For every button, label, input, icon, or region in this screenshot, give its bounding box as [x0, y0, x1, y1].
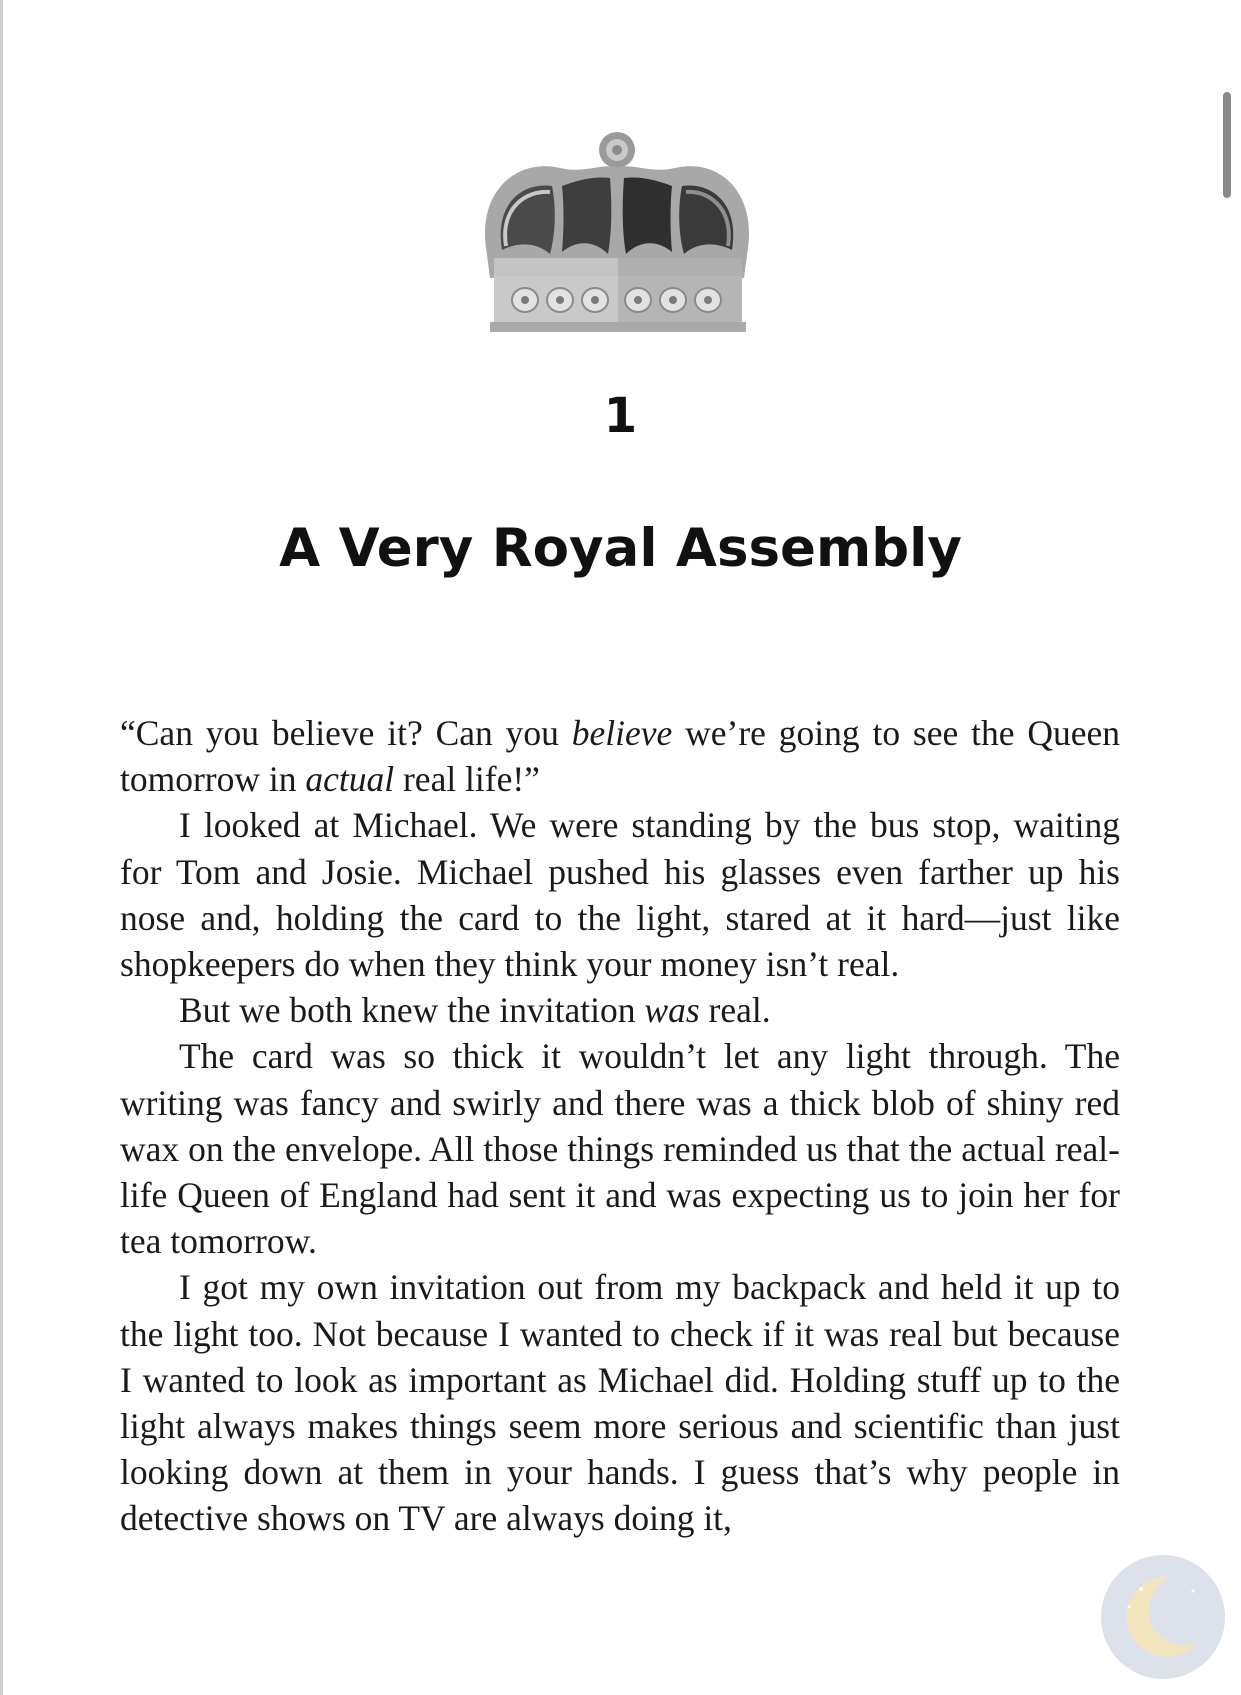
paragraph: [120, 987, 1120, 1033]
chapter-title: A Very Royal Assembly: [279, 518, 962, 579]
paragraph: [120, 710, 1120, 802]
crown-icon: [480, 128, 760, 334]
paragraph-text: I got my own invitation out from my backpack and held it up to the light too. Not because I wanted to check if it was real but because I wanted to look as important as Michael did. Holding stuff up to the light always makes things seem more serious and scientific than just looking down at them in your hands. I guess that’s why people in detective shows on TV are always doing it,: [120, 1267, 1120, 1539]
paragraph-text: The card was so thick it wouldn’t let any light through. The writing was fancy and swirly and there was a thick blob of shiny red wax on the envelope. All those things reminded us that the actual real-life Queen of England had sent it and was expecting us to join her for tea tomorrow.: [120, 1036, 1120, 1262]
emphasis-text: believe: [571, 713, 673, 753]
night-mode-button[interactable]: [1101, 1555, 1225, 1679]
emphasis-text: was: [644, 990, 700, 1031]
paragraph-text: real.: [699, 990, 771, 1031]
paragraph-text: real life!”: [394, 759, 540, 800]
paragraph: [120, 802, 1120, 987]
paragraph-text: I looked at Michael. We were standing by the bus stop, waiting for Tom and Josie. Michael pushed his glasses even farther up his nose and, holding the card to the light, stared at it hard—just like shopkeepers do when they think your money isn’t real.: [120, 805, 1120, 985]
page-edge: [0, 0, 3, 1695]
chapter-body: [120, 710, 1120, 1542]
paragraph-text: we’re going to see the Queen tomorrow in: [120, 713, 1120, 800]
paragraph: [120, 1033, 1120, 1264]
chapter-number: 1: [603, 388, 638, 444]
paragraph-text: But we both knew the invitation: [179, 990, 645, 1031]
emphasis-text: actual: [305, 759, 395, 800]
paragraph-text: “Can you believe it? Can you: [120, 713, 572, 753]
paragraph: [120, 1264, 1120, 1541]
scrollbar-thumb[interactable]: [1223, 92, 1231, 198]
moon-icon: [1101, 1555, 1225, 1679]
